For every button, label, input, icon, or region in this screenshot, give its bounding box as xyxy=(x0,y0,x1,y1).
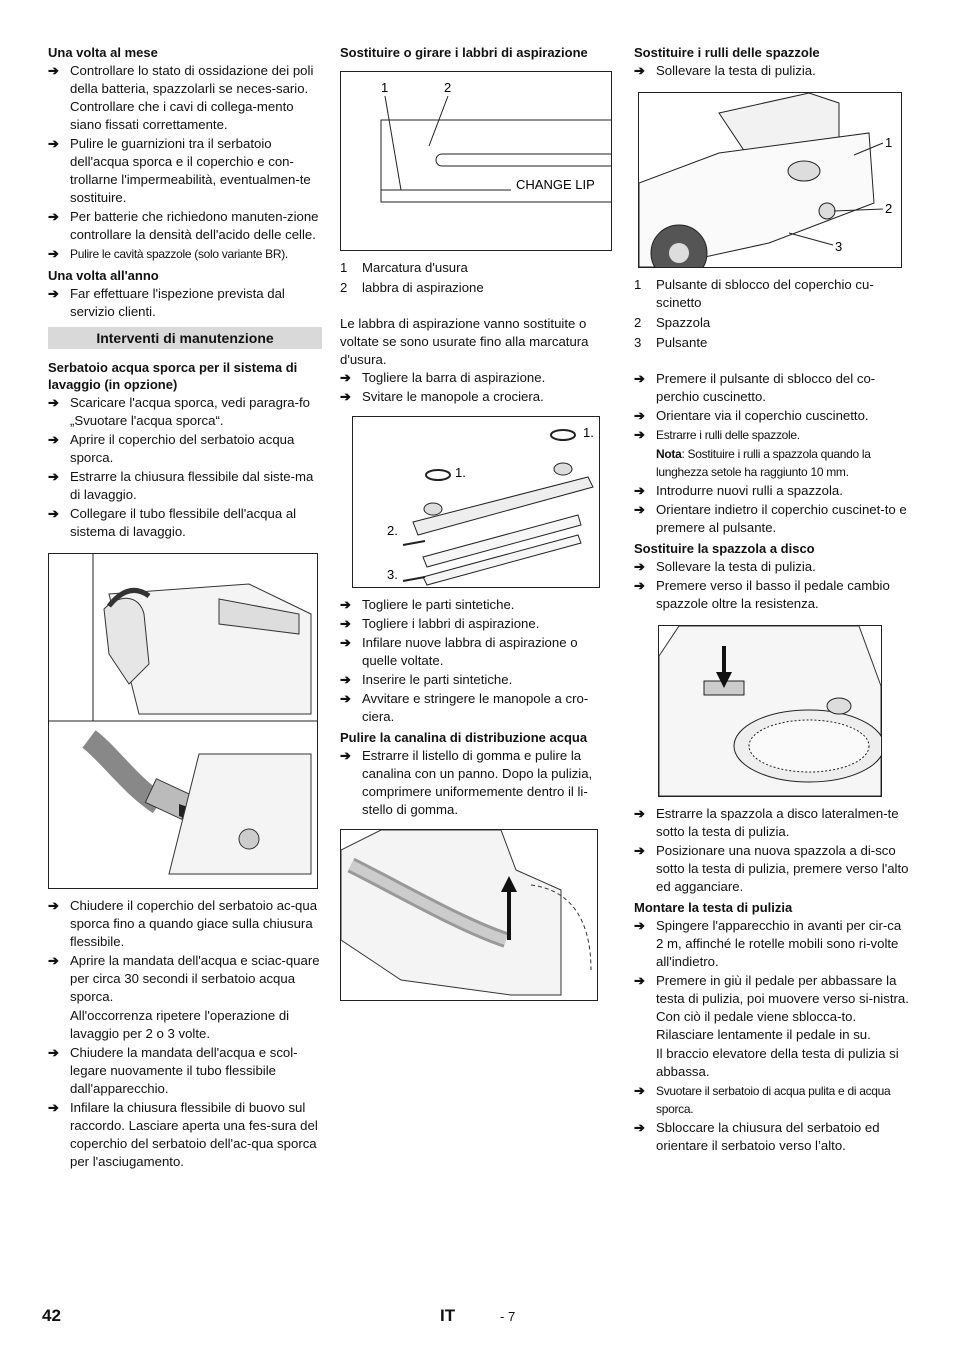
arrow-icon: ➔ xyxy=(634,63,645,78)
arrow-icon: ➔ xyxy=(48,898,59,913)
hose-illustration xyxy=(49,554,317,888)
label-1: 1 xyxy=(381,80,389,95)
list-item: ➔ Collegare il tubo flessibile dell'acqua al sistema di lavaggio. xyxy=(48,506,297,539)
list-item: ➔ Togliere i labbri di aspirazione. xyxy=(340,616,540,631)
list-item: ➔ Posizionare una nuova spazzola a di-sco sotto la testa di pulizia, premere verso l'alto ed agganciare. xyxy=(634,843,909,894)
arrow-icon: ➔ xyxy=(48,286,59,301)
list-item: ➔ Infilare la chiusura flessibile di buovo sul raccordo. Lasciare aperta una fes-sura del coperchio del serbatoio dell'ac-qua sporca per l'asciugamento. xyxy=(48,1100,318,1169)
list-item: ➔ Inserire le parti sintetiche. xyxy=(340,672,513,687)
list-item: ➔ Sollevare la testa di pulizia. xyxy=(634,63,816,78)
lip-illustration xyxy=(341,72,611,250)
arrow-icon: ➔ xyxy=(634,806,645,821)
list-item: ➔ Chiudere il coperchio del serbatoio ac-qua sporca fino a quando giace sulla chiusura flessibile. xyxy=(48,898,318,949)
arrow-icon: ➔ xyxy=(340,635,351,650)
rollers-heading: Sostituire i rulli delle spazzole xyxy=(634,45,820,60)
note-text: All'occorrenza ripetere l'operazione di lavaggio per 2 o 3 volte. xyxy=(70,1008,290,1041)
hose-figure xyxy=(48,553,318,889)
arrow-icon: ➔ xyxy=(634,843,645,858)
note-text: Il braccio elevatore della testa di pulizia si abbassa. xyxy=(656,1046,899,1079)
arrow-icon: ➔ xyxy=(48,1100,59,1115)
arrow-icon: ➔ xyxy=(340,389,351,404)
step-label: 3. xyxy=(387,567,398,582)
arrow-icon: ➔ xyxy=(634,408,645,423)
mount-heading: Montare la testa di pulizia xyxy=(634,900,793,915)
arrow-icon: ➔ xyxy=(634,427,645,442)
list-item: ➔ Infilare nuove labbra di aspirazione o quelle voltate. xyxy=(340,635,578,668)
list-item: ➔ Sollevare la testa di pulizia. xyxy=(634,559,816,574)
arrow-icon: ➔ xyxy=(48,63,59,78)
list-item: ➔ Orientare via il coperchio cuscinetto. xyxy=(634,408,869,423)
arrow-icon: ➔ xyxy=(340,748,351,763)
list-item: ➔ Premere in giù il pedale per abbassare la testa di pulizia, poi muovere verso si-nistra. Con ciò il pedale viene sblocca-to. Rilasciare lentamente il pedale in su. xyxy=(634,973,909,1042)
list-item: ➔ Aprire la mandata dell'acqua e sciac-quare per circa 30 secondi il serbatoio acqua sporca. xyxy=(48,953,320,1004)
sub-page: - 7 xyxy=(500,1309,516,1324)
list-item: ➔ Spingere l'apparecchio in avanti per cir-ca 2 m, affinché le rotelle mobili sono ri-volte all'indietro. xyxy=(634,918,902,969)
label-2: 2 xyxy=(885,201,893,216)
page-number: 42 xyxy=(42,1306,61,1325)
disc-heading: Sostituire la spazzola a disco xyxy=(634,541,815,556)
list-item: ➔ Aprire il coperchio del serbatoio acqua sporca. xyxy=(48,432,295,465)
list-item: ➔ Premere verso il basso il pedale cambio spazzole oltre la resistenza. xyxy=(634,578,890,611)
lip-heading: Sostituire o girare i labbri di aspirazione xyxy=(340,45,588,60)
legend-item: 1 Marcatura d'usura xyxy=(340,260,468,275)
section-bar: Interventi di manutenzione xyxy=(48,327,322,349)
knob-figure xyxy=(352,416,600,588)
disc-illustration xyxy=(659,626,881,796)
list-item: ➔ Controllare lo stato di ossidazione dei poli della batteria, spazzolarli se neces-sario. Controllare che i cavi di collega-mento siano fissati correttamente. xyxy=(48,63,314,132)
step-label: 1. xyxy=(583,425,594,440)
arrow-icon: ➔ xyxy=(48,469,59,484)
arrow-icon: ➔ xyxy=(48,395,59,410)
arrow-icon: ➔ xyxy=(48,506,59,521)
arrow-icon: ➔ xyxy=(48,136,59,151)
column-left xyxy=(48,44,322,1172)
arrow-icon: ➔ xyxy=(340,672,351,687)
arrow-icon: ➔ xyxy=(634,1120,645,1135)
channel-figure xyxy=(340,829,598,1001)
list-item: ➔ Premere il pulsante di sblocco del co-perchio cuscinetto. xyxy=(634,371,876,404)
arrow-icon: ➔ xyxy=(634,973,645,988)
list-item: ➔ Pulire le guarnizioni tra il serbatoio dell'acqua sporca e il coperchio e con-trollarne l'impermeabilità, eventualmen-te sostituire. xyxy=(48,136,311,205)
legend-item: 3 Pulsante xyxy=(634,335,708,350)
language-code: IT xyxy=(440,1306,456,1325)
arrow-icon: ➔ xyxy=(48,246,59,261)
yearly-heading: Una volta all'anno xyxy=(48,268,159,283)
label-1: 1 xyxy=(885,135,893,150)
knob-illustration xyxy=(353,417,599,587)
arrow-icon: ➔ xyxy=(48,953,59,968)
rollers-illustration xyxy=(639,93,901,267)
label-3: 3 xyxy=(835,239,843,254)
intro-text: Le labbra di aspirazione vanno sostituite o voltate se sono usurate fino alla marcatura d'usura. xyxy=(340,316,589,367)
change-lip-label: CHANGE LIP xyxy=(516,177,595,192)
arrow-icon: ➔ xyxy=(340,370,351,385)
arrow-icon: ➔ xyxy=(340,616,351,631)
legend-item: 1 Pulsante di sblocco del coperchio cu-scinetto xyxy=(634,277,874,310)
list-item: ➔ Sbloccare la chiusura del serbatoio ed orientare il serbatoio verso l’alto. xyxy=(634,1120,880,1153)
list-item: ➔ Scaricare l'acqua sporca, vedi paragra-fo „Svuotare l'acqua sporca“. xyxy=(48,395,311,428)
channel-illustration xyxy=(341,830,597,1000)
list-item: ➔ Svitare le manopole a crociera. xyxy=(340,389,544,404)
list-item: ➔ Estrarre la spazzola a disco lateralmen-te sotto la testa di pulizia. xyxy=(634,806,899,839)
step-label: 1. xyxy=(455,465,466,480)
rollers-figure xyxy=(638,92,902,268)
arrow-icon: ➔ xyxy=(48,1045,59,1060)
arrow-icon: ➔ xyxy=(340,691,351,706)
arrow-icon: ➔ xyxy=(340,597,351,612)
channel-heading: Pulire la canalina di distribuzione acqua xyxy=(340,730,588,745)
list-item: ➔ Svuotare il serbatoio di acqua pulita e di acqua sporca. xyxy=(634,1083,891,1116)
list-item: ➔ Estrarre i rulli delle spazzole. xyxy=(634,427,800,442)
list-item: ➔ Chiudere la mandata dell'acqua e scol-legare nuovamente il tubo flessibile dall'apparecchio. xyxy=(48,1045,298,1096)
arrow-icon: ➔ xyxy=(48,209,59,224)
step-label: 2. xyxy=(387,523,398,538)
lip-figure xyxy=(340,71,612,251)
legend-item: 2 Spazzola xyxy=(634,315,711,330)
label-2: 2 xyxy=(444,80,452,95)
column-right xyxy=(634,44,910,1156)
list-item: ➔ Estrarre la chiusura flessibile dal siste-ma di lavaggio. xyxy=(48,469,314,502)
note: Nota: Sostituire i rulli a spazzola quando la lunghezza setole ha raggiunto 10 mm. xyxy=(656,447,871,479)
arrow-icon: ➔ xyxy=(48,432,59,447)
legend-item: 2 labbra di aspirazione xyxy=(340,280,484,295)
arrow-icon: ➔ xyxy=(634,578,645,593)
list-item: ➔ Per batterie che richiedono manuten-zione controllare la densità dell'acido delle celle. xyxy=(48,209,319,242)
monthly-heading: Una volta al mese xyxy=(48,45,158,60)
arrow-icon: ➔ xyxy=(634,559,645,574)
list-item: ➔ Introdurre nuovi rulli a spazzola. xyxy=(634,483,843,498)
list-item: ➔ Togliere la barra di aspirazione. xyxy=(340,370,546,385)
list-item: ➔ Pulire le cavità spazzole (solo variante BR). xyxy=(48,246,288,261)
column-middle xyxy=(340,44,616,1009)
arrow-icon: ➔ xyxy=(634,371,645,386)
arrow-icon: ➔ xyxy=(634,918,645,933)
disc-figure xyxy=(658,625,882,797)
arrow-icon: ➔ xyxy=(634,502,645,517)
list-item: ➔ Togliere le parti sintetiche. xyxy=(340,597,515,612)
list-item: ➔ Orientare indietro il coperchio cuscinet-to e premere al pulsante. xyxy=(634,502,907,535)
list-item: ➔ Far effettuare l'ispezione prevista dal servizio clienti. xyxy=(48,286,285,319)
list-item: ➔ Estrarre il listello di gomma e pulire la canalina con un panno. Dopo la pulizia, comprimere uniformemente dentro il li-stello di gomma. xyxy=(340,748,593,817)
arrow-icon: ➔ xyxy=(634,483,645,498)
list-item: ➔ Avvitare e stringere le manopole a cro-ciera. xyxy=(340,691,589,724)
arrow-icon: ➔ xyxy=(634,1083,645,1098)
tank-heading: Serbatoio acqua sporca per il sistema di lavaggio (in opzione) xyxy=(48,360,298,392)
